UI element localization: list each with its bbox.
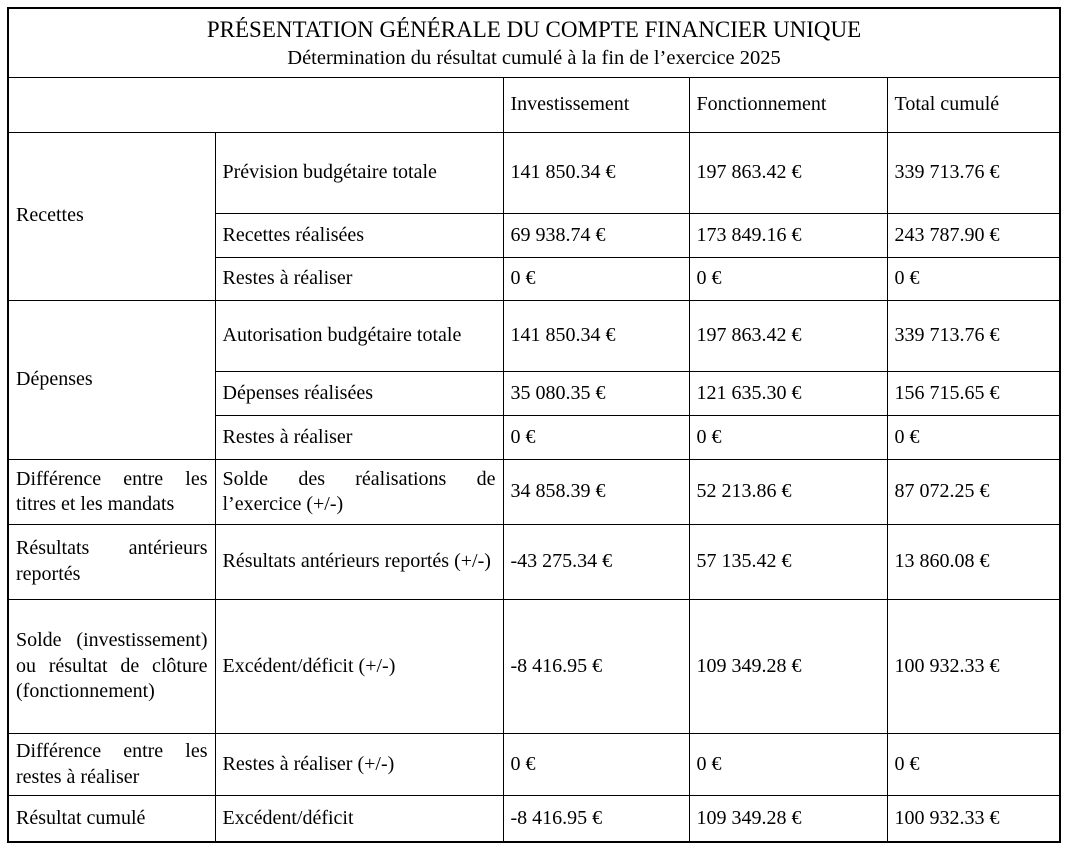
group-label-difference-restes: Différence entre les restes à réaliser: [8, 734, 215, 796]
value-excedent-deficit-total: 100 932.33 €: [887, 599, 1060, 733]
value-resultat-cumule-investissement: -8 416.95 €: [503, 795, 689, 842]
value-excedent-deficit-fonctionnement: 109 349.28 €: [689, 599, 887, 733]
row-label-recettes-realisees: Recettes réalisées: [215, 213, 503, 257]
row-label-resultats-anterieurs: Résultats antérieurs reportés (+/-): [215, 525, 503, 600]
value-resultats-anterieurs-fonctionnement: 57 135.42 €: [689, 525, 887, 600]
page-title: PRÉSENTATION GÉNÉRALE DU COMPTE FINANCIER UNIQUE: [206, 17, 862, 43]
value-difference-restes-total: 0 €: [887, 734, 1060, 796]
group-label-recettes: Recettes: [8, 132, 215, 300]
value-recettes-realisees-total: 243 787.90 €: [887, 213, 1060, 257]
value-depenses-realisees-investissement: 35 080.35 €: [503, 372, 689, 415]
row-label-excedent-deficit: Excédent/déficit (+/-): [215, 599, 503, 733]
row-label-solde-realisations: Solde des réalisations de l’exercice (+/-): [215, 460, 503, 525]
group-label-resultat-cumule: Résultat cumulé: [8, 795, 215, 842]
value-recettes-restes-total: 0 €: [887, 258, 1060, 300]
value-recettes-realisees-investissement: 69 938.74 €: [503, 213, 689, 257]
value-depenses-restes-fonctionnement: 0 €: [689, 415, 887, 459]
value-recettes-realisees-fonctionnement: 173 849.16 €: [689, 213, 887, 257]
row-label-prevision-budgetaire: Prévision budgétaire totale: [215, 132, 503, 213]
column-header-fonctionnement: Fonctionnement: [689, 78, 887, 133]
row-label-depenses-realisees: Dépenses réalisées: [215, 372, 503, 415]
value-prevision-total: 339 713.76 €: [887, 132, 1060, 213]
value-recettes-restes-fonctionnement: 0 €: [689, 258, 887, 300]
value-solde-realisations-fonctionnement: 52 213.86 €: [689, 460, 887, 525]
value-resultats-anterieurs-total: 13 860.08 €: [887, 525, 1060, 600]
value-autorisation-investissement: 141 850.34 €: [503, 300, 689, 372]
value-difference-restes-investissement: 0 €: [503, 734, 689, 796]
value-recettes-restes-investissement: 0 €: [503, 258, 689, 300]
row-label-restes-a-realiser: Restes à réaliser (+/-): [215, 734, 503, 796]
value-autorisation-fonctionnement: 197 863.42 €: [689, 300, 887, 372]
row-label-depenses-restes: Restes à réaliser: [215, 415, 503, 459]
group-label-difference-titres-mandats: Différence entre les titres et les mandats: [8, 460, 215, 525]
value-prevision-fonctionnement: 197 863.42 €: [689, 132, 887, 213]
group-label-resultats-anterieurs: Résultats antérieurs reportés: [8, 525, 215, 600]
row-label-recettes-restes: Restes à réaliser: [215, 258, 503, 300]
value-resultat-cumule-total: 100 932.33 €: [887, 795, 1060, 842]
group-label-depenses: Dépenses: [8, 300, 215, 460]
value-depenses-realisees-fonctionnement: 121 635.30 €: [689, 372, 887, 415]
value-resultats-anterieurs-investissement: -43 275.34 €: [503, 525, 689, 600]
value-depenses-restes-investissement: 0 €: [503, 415, 689, 459]
financial-table: [7, 7, 1061, 843]
row-label-autorisation-budgetaire: Autorisation budgétaire totale: [215, 300, 503, 372]
value-excedent-deficit-investissement: -8 416.95 €: [503, 599, 689, 733]
value-resultat-cumule-fonctionnement: 109 349.28 €: [689, 795, 887, 842]
value-solde-realisations-investissement: 34 858.39 €: [503, 460, 689, 525]
value-difference-restes-fonctionnement: 0 €: [689, 734, 887, 796]
table-title-cell: [8, 8, 1060, 78]
value-depenses-restes-total: 0 €: [887, 415, 1060, 459]
row-label-excedent-deficit-final: Excédent/déficit: [215, 795, 503, 842]
header-empty-cell: [8, 78, 503, 133]
value-autorisation-total: 339 713.76 €: [887, 300, 1060, 372]
page-subtitle: Détermination du résultat cumulé à la fin de l’exercice 2025: [287, 47, 781, 70]
column-header-total-cumule: Total cumulé: [887, 78, 1060, 133]
value-solde-realisations-total: 87 072.25 €: [887, 460, 1060, 525]
value-prevision-investissement: 141 850.34 €: [503, 132, 689, 213]
column-header-investissement: Investissement: [503, 78, 689, 133]
group-label-solde-resultat-cloture: Solde (investissement) ou résultat de clôture (fonctionnement): [8, 599, 215, 733]
value-depenses-realisees-total: 156 715.65 €: [887, 372, 1060, 415]
